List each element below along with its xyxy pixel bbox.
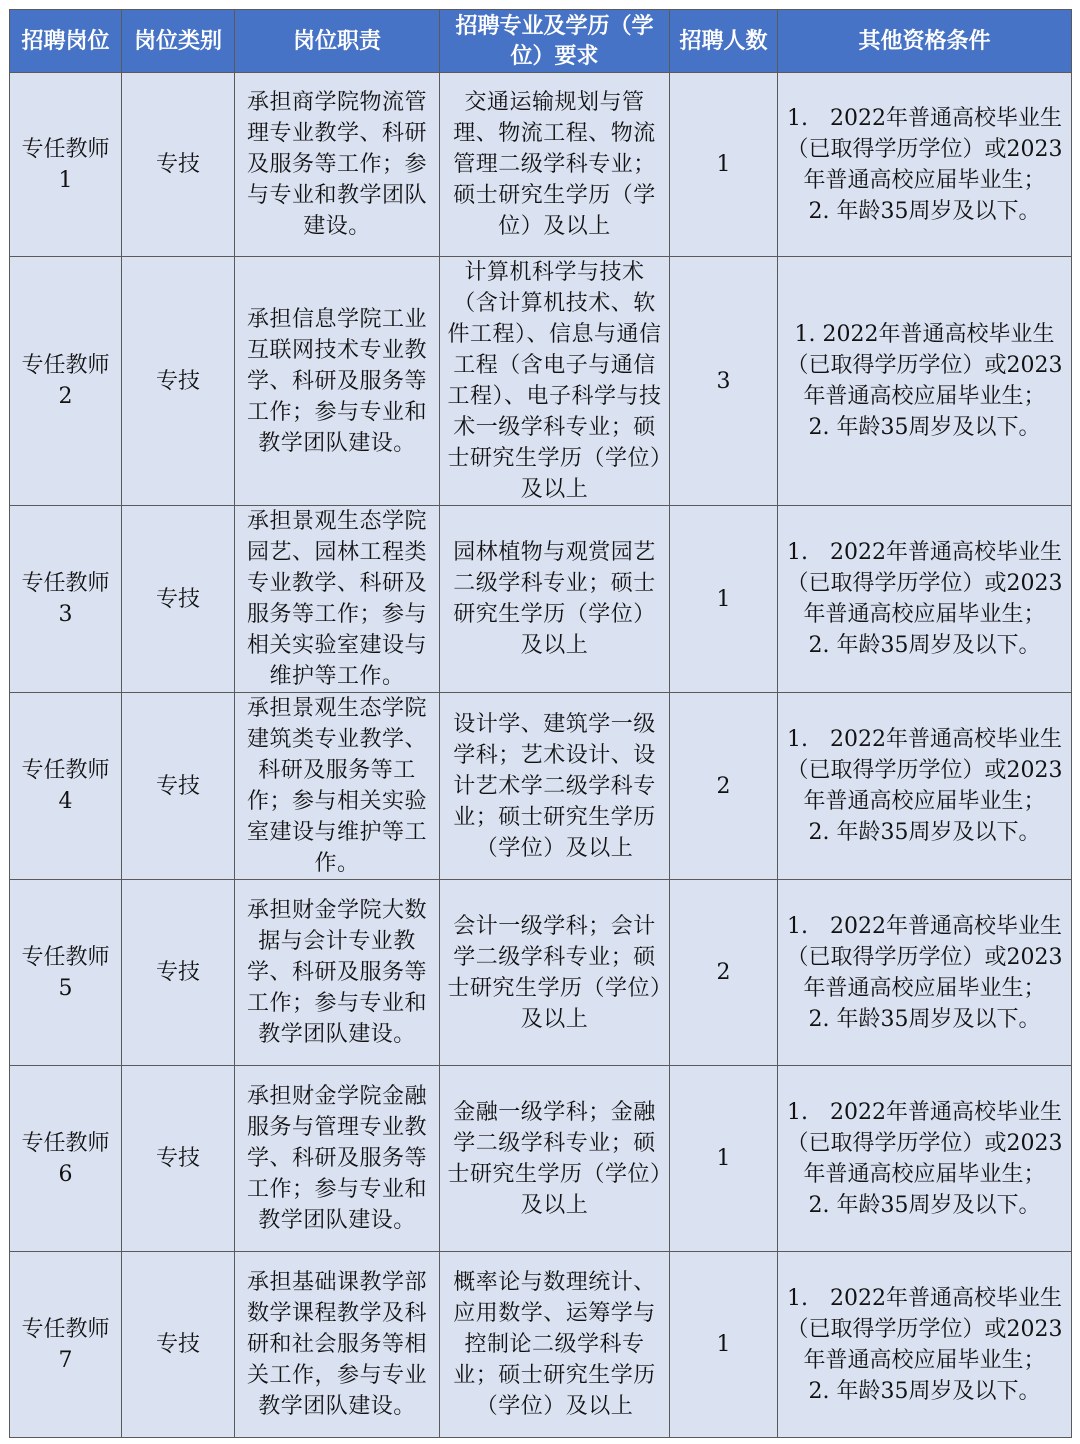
condition-2: 2. 年龄35周岁及以下。: [808, 1006, 1041, 1032]
count-cell: 3: [670, 257, 778, 506]
condition-1: 1. 2022年普通高校毕业生（已取得学历学位）或2023年普通高校应届毕业生；: [786, 727, 1063, 814]
duty-cell: 承担景观生态学院建筑类专业教学、科研及服务等工作；参与相关实验室建设与维护等工作。: [235, 693, 440, 880]
post-cell: 专任教师3: [10, 506, 122, 693]
duty-cell: 承担信息学院工业互联网技术专业教学、科研及服务等工作；参与专业和教学团队建设。: [235, 257, 440, 506]
type-cell: 专技: [122, 693, 235, 880]
table-row: [10, 257, 1072, 506]
header-type: 岗位类别: [122, 10, 235, 73]
condition-2: 2. 年龄35周岁及以下。: [808, 1192, 1041, 1218]
header-count: 招聘人数: [670, 10, 778, 73]
type-cell: 专技: [122, 73, 235, 257]
major-cell: 概率论与数理统计、应用数学、运筹学与控制论二级学科专业；硕士研究生学历（学位）及以上: [440, 1252, 670, 1438]
post-cell: 专任教师5: [10, 880, 122, 1066]
post-cell: 专任教师7: [10, 1252, 122, 1438]
other-cell: [778, 257, 1072, 506]
table-row: [10, 1252, 1072, 1438]
type-cell: 专技: [122, 880, 235, 1066]
table-row: [10, 506, 1072, 693]
header-row: [10, 10, 1072, 73]
condition-2: 2. 年龄35周岁及以下。: [808, 820, 1041, 845]
table-row: [10, 880, 1072, 1066]
other-cell: [778, 693, 1072, 880]
condition-1: 1. 2022年普通高校毕业生（已取得学历学位）或2023年普通高校应届毕业生；: [786, 322, 1063, 409]
duty-cell: 承担商学院物流管理专业教学、科研及服务等工作；参与专业和教学团队建设。: [235, 73, 440, 257]
type-cell: 专技: [122, 1066, 235, 1252]
post-cell: 专任教师2: [10, 257, 122, 506]
table-row: [10, 73, 1072, 257]
condition-1: 1. 2022年普通高校毕业生（已取得学历学位）或2023年普通高校应届毕业生；: [786, 1099, 1063, 1187]
header-post: 招聘岗位: [10, 10, 122, 73]
other-cell: [778, 506, 1072, 693]
other-cell: [778, 1252, 1072, 1438]
condition-2: 2. 年龄35周岁及以下。: [808, 415, 1041, 440]
header-major: 招聘专业及学历（学位）要求: [440, 10, 670, 73]
post-cell: 专任教师1: [10, 73, 122, 257]
condition-1: 1. 2022年普通高校毕业生（已取得学历学位）或2023年普通高校应届毕业生；: [786, 913, 1063, 1001]
major-cell: 设计学、建筑学一级学科；艺术设计、设计艺术学二级学科专业；硕士研究生学历（学位）及以上: [440, 693, 670, 880]
other-cell: [778, 1066, 1072, 1252]
condition-1: 1. 2022年普通高校毕业生（已取得学历学位）或2023年普通高校应届毕业生；: [786, 105, 1063, 193]
type-cell: 专技: [122, 1252, 235, 1438]
duty-cell: 承担财金学院金融服务与管理专业教学、科研及服务等工作；参与专业和教学团队建设。: [235, 1066, 440, 1252]
duty-cell: 承担景观生态学院园艺、园林工程类专业教学、科研及服务等工作；参与相关实验室建设与维护等工作。: [235, 506, 440, 693]
count-cell: 2: [670, 880, 778, 1066]
major-cell: 金融一级学科；金融学二级学科专业；硕士研究生学历（学位）及以上: [440, 1066, 670, 1252]
duty-cell: 承担财金学院大数据与会计专业教学、科研及服务等工作；参与专业和教学团队建设。: [235, 880, 440, 1066]
count-cell: 1: [670, 1066, 778, 1252]
condition-2: 2. 年龄35周岁及以下。: [808, 198, 1041, 224]
type-cell: 专技: [122, 257, 235, 506]
count-cell: 1: [670, 1252, 778, 1438]
count-cell: 1: [670, 506, 778, 693]
count-cell: 1: [670, 73, 778, 257]
post-cell: 专任教师4: [10, 693, 122, 880]
other-cell: [778, 73, 1072, 257]
condition-2: 2. 年龄35周岁及以下。: [808, 633, 1041, 658]
recruitment-table: [9, 9, 1072, 1438]
condition-1: 1. 2022年普通高校毕业生（已取得学历学位）或2023年普通高校应届毕业生；: [786, 1285, 1063, 1373]
condition-1: 1. 2022年普通高校毕业生（已取得学历学位）或2023年普通高校应届毕业生；: [786, 540, 1063, 627]
major-cell: 会计一级学科；会计学二级学科专业；硕士研究生学历（学位）及以上: [440, 880, 670, 1066]
condition-2: 2. 年龄35周岁及以下。: [808, 1378, 1041, 1404]
major-cell: 计算机科学与技术（含计算机技术、软件工程）、信息与通信工程（含电子与通信工程）、电子科学与技术一级学科专业；硕士研究生学历（学位）及以上: [440, 257, 670, 506]
header-duty: 岗位职责: [235, 10, 440, 73]
duty-cell: 承担基础课教学部数学课程教学及科研和社会服务等相关工作，参与专业教学团队建设。: [235, 1252, 440, 1438]
other-cell: [778, 880, 1072, 1066]
post-cell: 专任教师6: [10, 1066, 122, 1252]
header-other: 其他资格条件: [778, 10, 1072, 73]
table-row: [10, 1066, 1072, 1252]
major-cell: 园林植物与观赏园艺二级学科专业；硕士研究生学历（学位）及以上: [440, 506, 670, 693]
count-cell: 2: [670, 693, 778, 880]
type-cell: 专技: [122, 506, 235, 693]
table-row: [10, 693, 1072, 880]
major-cell: 交通运输规划与管理、物流工程、物流管理二级学科专业；硕士研究生学历（学位）及以上: [440, 73, 670, 257]
